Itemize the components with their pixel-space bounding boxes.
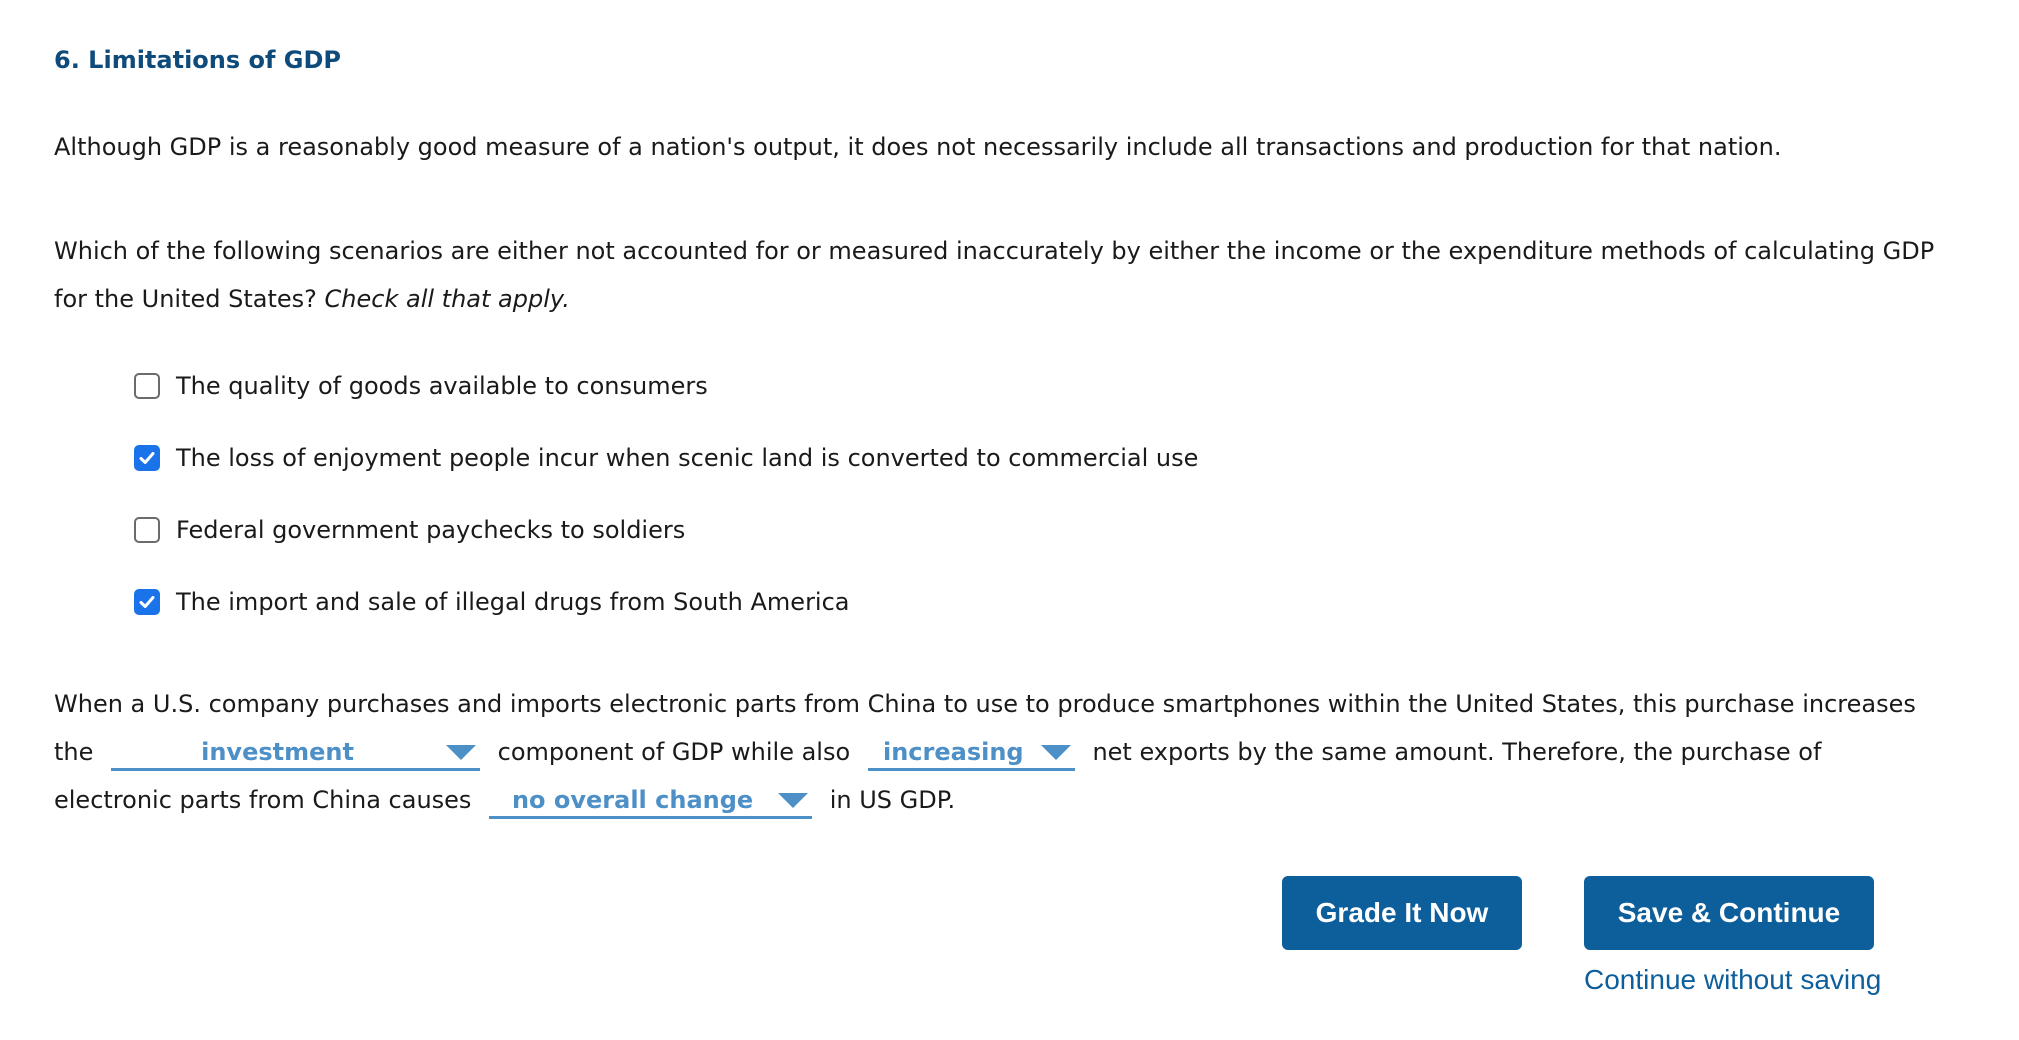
question-prompt-emphasis: Check all that apply.: [324, 285, 570, 313]
option-label: Federal government paychecks to soldiers: [176, 516, 686, 544]
investment-dropdown[interactable]: [111, 737, 480, 771]
intro-text: Although GDP is a reasonably good measure of a nation's output, it does not necessarily include all transactions and production for that nation.: [54, 133, 1782, 161]
fill-in-text-1: When a U.S. company purchases and imports electronic parts from China to use to produce smartphones within the United States, this purchase increases the: [54, 690, 1916, 766]
fill-in-text-2: component of GDP while also: [497, 738, 851, 766]
checkbox-icon[interactable]: [134, 373, 160, 399]
continue-without-saving-link[interactable]: Continue without saving: [1584, 964, 1882, 995]
net-exports-dropdown[interactable]: [868, 737, 1075, 771]
grade-it-now-button[interactable]: Grade It Now: [1282, 876, 1522, 950]
option-item[interactable]: [134, 422, 1198, 494]
checkbox-icon[interactable]: [134, 445, 160, 471]
chevron-down-icon: [778, 793, 808, 808]
chevron-down-icon: [1041, 745, 1071, 760]
option-label: The import and sale of illegal drugs from South America: [176, 588, 850, 616]
option-label: The quality of goods available to consumers: [176, 372, 708, 400]
save-and-continue-button[interactable]: Save & Continue: [1584, 876, 1874, 950]
dropdown-value: increasing: [882, 738, 1024, 766]
dropdown-value: no overall change: [511, 786, 754, 814]
dropdown-value: investment: [201, 738, 354, 766]
fill-in-paragraph: [54, 680, 1934, 824]
option-item[interactable]: [134, 566, 1198, 638]
question-prompt-text: Which of the following scenarios are either not accounted for or measured inaccurately by either the income or the expenditure methods of calculating GDP for the United States?: [54, 237, 1935, 313]
checkbox-icon[interactable]: [134, 589, 160, 615]
gdp-change-dropdown[interactable]: [489, 785, 812, 819]
chevron-down-icon: [446, 745, 476, 760]
question-title: 6. Limitations of GDP: [54, 46, 342, 74]
option-item[interactable]: [134, 350, 1198, 422]
question-prompt: [54, 227, 1964, 323]
fill-in-text-3: net exports by the same amount. Therefore, the purchase of electronic parts from China causes: [54, 738, 1822, 814]
options-list: [134, 350, 1198, 638]
option-item[interactable]: [134, 494, 1198, 566]
option-label: The loss of enjoyment people incur when scenic land is converted to commercial use: [176, 444, 1199, 472]
fill-in-text-4: in US GDP.: [829, 786, 956, 814]
checkbox-icon[interactable]: [134, 517, 160, 543]
